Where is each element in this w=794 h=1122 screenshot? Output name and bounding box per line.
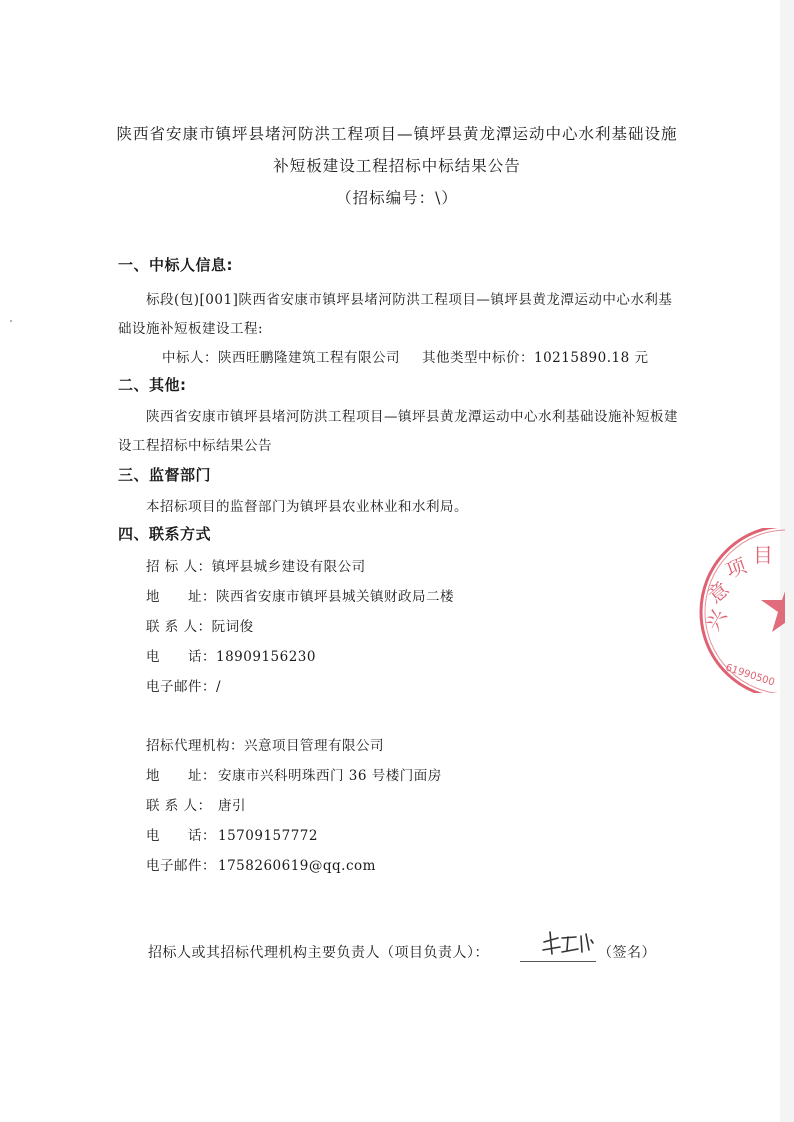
field-label: 电子邮件： — [146, 858, 216, 874]
tenderer-row — [146, 585, 454, 605]
signature-suffix: （签名） — [598, 945, 656, 961]
signature-line — [520, 961, 596, 962]
svg-text:兴: 兴 — [700, 605, 732, 635]
tenderer-row — [146, 675, 221, 695]
doc-title-number: （招标编号：\） — [336, 189, 458, 207]
official-seal — [695, 528, 785, 693]
field-label: 联 系 人： — [146, 619, 212, 635]
svg-text:目: 目 — [753, 543, 773, 567]
doc-title-line1: 陕西省安康市镇坪县堵河防洪工程项目—镇坪县黄龙潭运动中心水利基础设施 — [116, 125, 678, 143]
field-label: 地 址： — [146, 589, 216, 605]
svg-text:项: 项 — [722, 553, 750, 583]
supervisor-text: 本招标项目的监督部门为镇坪县农业林业和水利局。 — [146, 499, 468, 515]
agency-row — [146, 824, 318, 844]
field-label: 地 址： — [146, 768, 216, 784]
winner-name: 中标人：陕西旺鹏隆建筑工程有限公司 — [162, 350, 400, 366]
tenderer-row — [146, 645, 316, 665]
winning-price: 其他类型中标价：10215890.18 元 — [422, 350, 649, 366]
field-value: 15709157772 — [218, 828, 318, 844]
svg-text:意: 意 — [702, 576, 734, 608]
agency-row — [146, 794, 246, 814]
agency-row — [146, 734, 384, 754]
tenderer-row — [146, 615, 254, 635]
svg-text:61990500: 61990500 — [724, 662, 776, 689]
section1-para-line2: 础设施补短板建设工程: — [118, 321, 264, 337]
tenderer-row — [146, 555, 366, 575]
field-value: 18909156230 — [216, 649, 316, 665]
field-value: / — [216, 679, 222, 695]
field-value: 唐引 — [218, 798, 246, 814]
handwritten-signature — [540, 928, 600, 960]
field-label: 招 标 人： — [146, 559, 212, 575]
scan-speck — [10, 320, 12, 322]
field-value: 陕西省安康市镇坪县城关镇财政局二楼 — [216, 589, 454, 605]
field-label: 联 系 人： — [146, 798, 212, 814]
field-value: 镇坪县城乡建设有限公司 — [211, 559, 366, 575]
doc-title-line2: 补短板建设工程招标中标结果公告 — [273, 157, 521, 175]
field-value: 1758260619@qq.com — [218, 858, 376, 874]
agency-row — [146, 854, 376, 874]
field-label: 电 话： — [146, 649, 216, 665]
field-value: 兴意项目管理有限公司 — [244, 738, 384, 754]
signature-label: 招标人或其招标代理机构主要负责人（项目负责人）： — [148, 945, 489, 961]
section2-heading: 二、其他: — [118, 376, 187, 394]
section1-para-line1: 标段(包)[001]陕西省安康市镇坪县堵河防洪工程项目—镇坪县黄龙潭运动中心水利基 — [146, 292, 673, 308]
field-value: 安康市兴科明珠西门 36 号楼门面房 — [218, 768, 442, 784]
field-label: 电子邮件： — [146, 679, 216, 695]
field-value: 阮词俊 — [211, 619, 254, 635]
section2-para-line1: 陕西省安康市镇坪县堵河防洪工程项目—镇坪县黄龙潭运动中心水利基础设施补短板建 — [146, 409, 678, 425]
field-label: 电 话： — [146, 828, 216, 844]
section4-heading: 四、联系方式 — [118, 525, 212, 543]
agency-row — [146, 764, 442, 784]
section1-heading: 一、中标人信息: — [118, 256, 233, 274]
section2-para-line2: 设工程招标中标结果公告 — [118, 438, 272, 454]
field-label: 招标代理机构： — [146, 738, 244, 754]
section3-heading: 三、监督部门 — [118, 466, 212, 484]
